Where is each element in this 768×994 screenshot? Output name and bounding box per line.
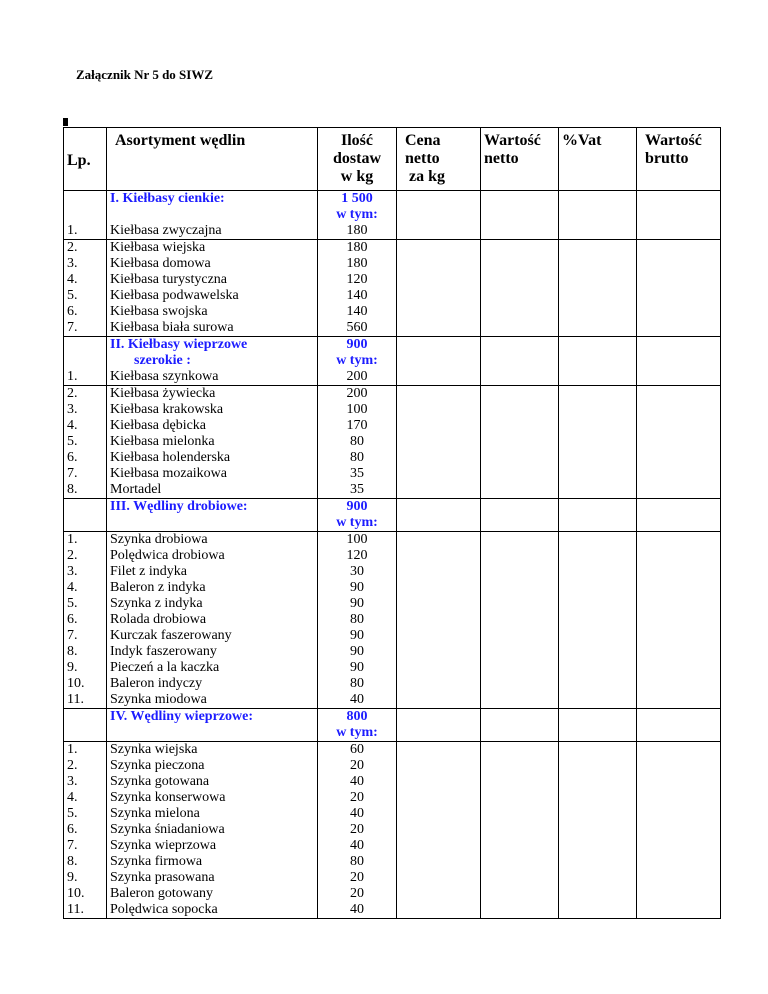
- header-lp: Lp.: [64, 128, 107, 191]
- empty-cell: [637, 191, 721, 240]
- empty-cell: [481, 240, 559, 337]
- empty-cell: [637, 386, 721, 499]
- header-vat: %Vat: [559, 128, 637, 191]
- corner-mark: [63, 118, 68, 126]
- item-quantities: 200 100 170 80 80 35 35: [318, 386, 397, 499]
- empty-cell: [481, 742, 559, 919]
- empty-cell: [559, 240, 637, 337]
- item-numbers: 2. 3. 4. 5. 6. 7. 8.: [64, 386, 107, 499]
- item-numbers: 1. 2. 3. 4. 5. 6. 7. 8. 9. 10. 11.: [64, 532, 107, 709]
- section-quantity: 900 w tym:: [318, 499, 397, 532]
- section-quantity: 900 w tym: 200: [318, 337, 397, 386]
- item-numbers: 2. 3. 4. 5. 6. 7.: [64, 240, 107, 337]
- empty-cell: [637, 240, 721, 337]
- empty-cell: [637, 532, 721, 709]
- section-row: [64, 337, 721, 386]
- section-row: [64, 709, 721, 742]
- empty-cell: [397, 386, 481, 499]
- empty-cell: [481, 386, 559, 499]
- items-row: [64, 240, 721, 337]
- section-name: II. Kiełbasy wieprzowe szerokie : Kiełbasa szynkowa: [107, 337, 318, 386]
- item-names: Kiełbasa wiejska Kiełbasa domowa Kiełbasa turystyczna Kiełbasa podwawelska Kiełbasa swojska Kiełbasa biała surowa: [107, 240, 318, 337]
- empty-cell: [481, 532, 559, 709]
- item-numbers: 1. 2. 3. 4. 5. 6. 7. 8. 9. 10. 11.: [64, 742, 107, 919]
- item-quantities: 100 120 30 90 90 80 90 90 90 80 40: [318, 532, 397, 709]
- empty-cell: [397, 709, 481, 742]
- assortment-table: [63, 127, 721, 919]
- items-row: [64, 386, 721, 499]
- header-row: [64, 128, 721, 191]
- empty-cell: [559, 337, 637, 386]
- header-price: Cena netto za kg: [397, 128, 481, 191]
- section-row: [64, 499, 721, 532]
- section-numbers: [64, 709, 107, 742]
- section-name: I. Kiełbasy cienkie: Kiełbasa zwyczajna: [107, 191, 318, 240]
- items-row: [64, 532, 721, 709]
- empty-cell: [481, 337, 559, 386]
- empty-cell: [559, 742, 637, 919]
- header-quantity: Ilość dostaw w kg: [318, 128, 397, 191]
- empty-cell: [559, 709, 637, 742]
- item-names: Kiełbasa żywiecka Kiełbasa krakowska Kiełbasa dębicka Kiełbasa mielonka Kiełbasa holenderska Kiełbasa mozaikowa Mortadel: [107, 386, 318, 499]
- empty-cell: [397, 499, 481, 532]
- empty-cell: [481, 709, 559, 742]
- header-assortment: Asortyment wędlin: [107, 128, 318, 191]
- section-numbers: 1.: [64, 191, 107, 240]
- item-quantities: 60 20 40 20 40 20 40 80 20 20 40: [318, 742, 397, 919]
- item-names: Szynka drobiowa Polędwica drobiowa Filet z indyka Baleron z indyka Szynka z indyka Rolada drobiowa Kurczak faszerowany Indyk faszerowany Pieczeń a la kaczka Baleron indyczy Szynka miodowa: [107, 532, 318, 709]
- section-quantity: 1 500 w tym: 180: [318, 191, 397, 240]
- header-net-value: Wartość netto: [481, 128, 559, 191]
- empty-cell: [637, 499, 721, 532]
- empty-cell: [637, 742, 721, 919]
- table-body: [64, 191, 721, 919]
- empty-cell: [397, 742, 481, 919]
- section-numbers: [64, 499, 107, 532]
- empty-cell: [397, 532, 481, 709]
- empty-cell: [559, 499, 637, 532]
- section-numbers: 1.: [64, 337, 107, 386]
- item-quantities: 180 180 120 140 140 560: [318, 240, 397, 337]
- section-name: IV. Wędliny wieprzowe:: [107, 709, 318, 742]
- header-gross-value: Wartość brutto: [637, 128, 721, 191]
- empty-cell: [637, 709, 721, 742]
- section-row: [64, 191, 721, 240]
- empty-cell: [397, 191, 481, 240]
- empty-cell: [559, 191, 637, 240]
- empty-cell: [481, 499, 559, 532]
- section-quantity: 800 w tym:: [318, 709, 397, 742]
- item-names: Szynka wiejska Szynka pieczona Szynka gotowana Szynka konserwowa Szynka mielona Szynka śniadaniowa Szynka wieprzowa Szynka firmowa Szynka prasowana Baleron gotowany Polędwica sopocka: [107, 742, 318, 919]
- empty-cell: [397, 337, 481, 386]
- items-row: [64, 742, 721, 919]
- empty-cell: [481, 191, 559, 240]
- section-name: III. Wędliny drobiowe:: [107, 499, 318, 532]
- empty-cell: [637, 337, 721, 386]
- empty-cell: [397, 240, 481, 337]
- empty-cell: [559, 386, 637, 499]
- empty-cell: [559, 532, 637, 709]
- attachment-title: Załącznik Nr 5 do SIWZ: [76, 67, 214, 82]
